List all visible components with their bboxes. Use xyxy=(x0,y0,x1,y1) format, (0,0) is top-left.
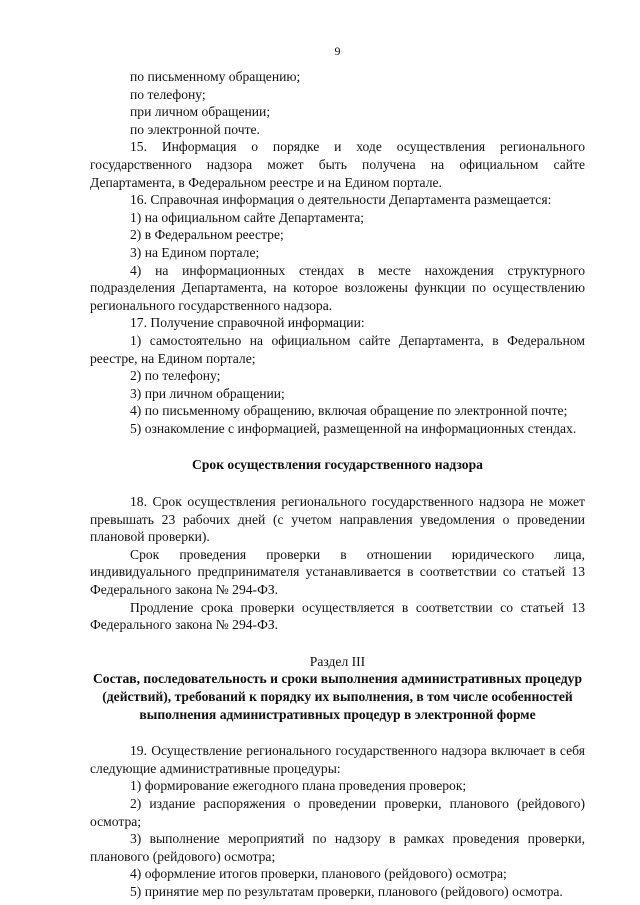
paragraph-block-1 xyxy=(90,68,585,437)
page-content xyxy=(90,68,585,901)
paragraph: 17. Получение справочной информации: xyxy=(130,315,365,331)
paragraph-block-3 xyxy=(90,742,585,900)
paragraph: 15. Информация о порядке и ходе осуществления регионального государственного надзора может быть получена на официальном сайте Департамента, в Федеральном реестре и на Едином портале. xyxy=(90,139,585,190)
section-heading-term: Срок осуществления государственного надзора xyxy=(192,457,483,473)
paragraph: 4) по письменному обращению, включая обращение по электронной почте; xyxy=(130,403,568,419)
paragraph: 3) на Едином портале; xyxy=(130,244,260,260)
paragraph: 4) оформление итогов проверки, планового (рейдового) осмотра; xyxy=(130,866,507,882)
page-number: 9 xyxy=(334,44,341,58)
paragraph: 19. Осуществление регионального государственного надзора включает в себя следующие административные процедуры: xyxy=(90,743,585,776)
paragraph: 1) на официальном сайте Департамента; xyxy=(130,209,365,225)
paragraph-block-2 xyxy=(90,493,585,634)
paragraph: 2) издание распоряжения о проведении проверки, планового (рейдового) осмотра; xyxy=(90,795,585,829)
section-label: Раздел III xyxy=(309,653,366,669)
paragraph: Продление срока проверки осуществляется в соответствии со статьей 13 Федерального закона № 294-ФЗ. xyxy=(90,599,585,633)
paragraph: при личном обращении; xyxy=(130,104,271,120)
paragraph: по письменному обращению; xyxy=(130,69,301,84)
paragraph: 18. Срок осуществления регионального государственного надзора не может превышать 23 рабочих дней (с учетом направления уведомления о проведении плановой проверки). xyxy=(90,494,585,545)
paragraph: 1) самостоятельно на официальном сайте Департамента, в Федеральном реестре, на Едином портале; xyxy=(90,332,585,366)
paragraph: 3) выполнение мероприятий по надзору в рамках проведения проверки, планового (рейдового) осмотра; xyxy=(90,831,585,864)
paragraph: Срок проведения проверки в отношении юридического лица, индивидуального предпринимателя устанавливается в соответствии со статьей 13 Федерального закона № 294-ФЗ. xyxy=(90,546,585,598)
paragraph: 2) по телефону; xyxy=(130,368,221,384)
paragraph: 5) ознакомление с информацией, размещенной на информационных стендах. xyxy=(130,420,577,436)
section-title: Состав, последовательность и сроки выполнения административных процедур (действий), требований к порядку их выполнения, в том числе особенностей выполнения административных процедур в электронной форме xyxy=(92,671,583,722)
paragraph: 5) принятие мер по результатам проверки, планового (рейдового) осмотра. xyxy=(130,883,563,899)
document-page xyxy=(90,0,585,905)
paragraph: 3) при личном обращении; xyxy=(130,385,285,401)
paragraph: 2) в Федеральном реестре; xyxy=(130,227,284,243)
paragraph: 1) формирование ежегодного плана проведения проверок; xyxy=(130,778,467,794)
paragraph: по электронной почте. xyxy=(130,121,260,137)
paragraph: 16. Справочная информация о деятельности Департамента размещается: xyxy=(130,192,552,208)
paragraph: по телефону; xyxy=(130,86,206,102)
paragraph: 4) на информационных стендах в месте нахождения структурного подразделения Департамента, на которое возложены функции по осуществлению регионального государственного надзора. xyxy=(90,262,585,313)
